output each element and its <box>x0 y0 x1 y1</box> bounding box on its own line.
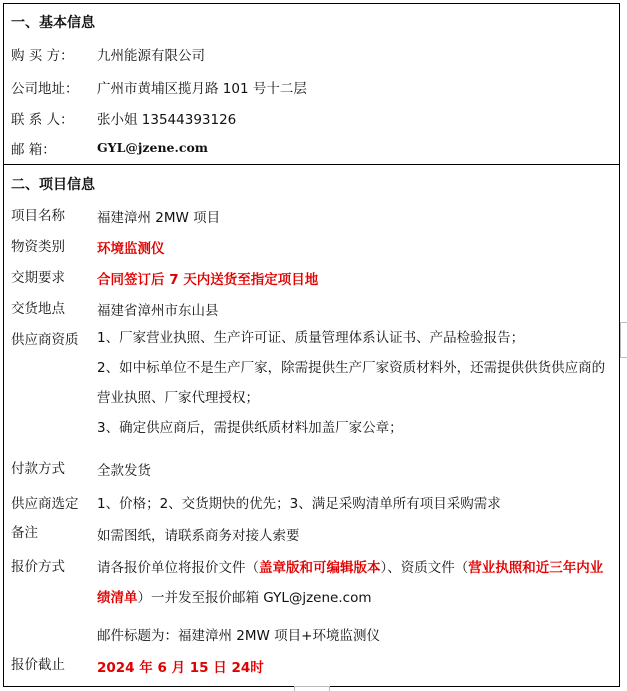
quote-highlight-1: 盖章版和可编辑版本 <box>259 560 381 576</box>
quote-highlight-2: 营业执照和近三年内业绩清单 <box>97 560 604 606</box>
selection-label: 供应商选定 <box>11 496 79 512</box>
deadline-value: 2024 年 6 月 15 日 24时 <box>97 660 264 676</box>
delivery-place-label: 交货地点 <box>11 301 65 317</box>
material-label: 物资类别 <box>11 239 65 255</box>
section-heading-project: 二、项目信息 <box>11 177 95 193</box>
payment-label: 付款方式 <box>11 461 65 477</box>
email-link[interactable]: GYL@jzene.com <box>97 140 209 155</box>
contact-label: 联 系 人： <box>11 112 74 128</box>
quote-text-part2: ）、资质文件（ <box>380 560 469 576</box>
payment-value: 全款发货 <box>97 463 151 479</box>
table-resize-handle[interactable] <box>620 322 627 358</box>
project-name-value: 福建漳州 2MW 项目 <box>97 210 221 226</box>
qualification-text <box>97 323 612 443</box>
quote-method-text <box>97 553 612 613</box>
qualification-item-1: 1、厂家营业执照、生产许可证、质量管理体系认证书、产品检验报告； <box>97 330 525 346</box>
project-name-label: 项目名称 <box>11 208 65 224</box>
qualification-item-3: 3、确定供应商后，需提供纸质材料加盖厂家公章； <box>97 420 403 436</box>
material-value: 环境监测仪 <box>97 241 165 257</box>
delivery-req-value: 合同签订后 7 天内送货至指定项目地 <box>97 272 319 288</box>
qualification-item-2: 2、如中标单位不是生产厂家，除需提供生产厂家资质材料外，还需提供供货供应商的营业执照、厂家代理授权； <box>97 360 606 406</box>
table-bottom-handle[interactable] <box>294 686 330 691</box>
deadline-label: 报价截止 <box>11 657 65 673</box>
remark-label: 备注 <box>11 525 38 541</box>
quote-text-part3: ）一并发至报价邮箱 GYL@jzene.com <box>137 590 372 606</box>
buyer-value: 九州能源有限公司 <box>97 48 205 64</box>
contact-value: 张小姐 13544393126 <box>97 112 237 128</box>
remark-value: 如需图纸，请联系商务对接人索要 <box>97 528 300 544</box>
mail-subject: 邮件标题为：福建漳州 2MW 项目+环境监测仪 <box>97 628 380 644</box>
quote-method-label: 报价方式 <box>11 559 65 575</box>
qualification-label: 供应商资质 <box>11 332 79 348</box>
address-label: 公司地址： <box>11 81 79 97</box>
delivery-req-label: 交期要求 <box>11 270 65 286</box>
email-label: 邮 箱： <box>11 142 56 158</box>
selection-value: 1、价格；2、交货期快的优先；3、满足采购清单所有项目采购需求 <box>97 496 501 512</box>
address-value: 广州市黄埔区揽月路 101 号十二层 <box>97 81 307 97</box>
delivery-place-value: 福建省漳州市东山县 <box>97 303 219 319</box>
section-divider <box>3 164 620 165</box>
quote-text-part1: 请各报价单位将报价文件（ <box>97 560 259 576</box>
buyer-label: 购 买 方： <box>11 48 74 64</box>
section-heading-basic: 一、基本信息 <box>11 15 95 31</box>
